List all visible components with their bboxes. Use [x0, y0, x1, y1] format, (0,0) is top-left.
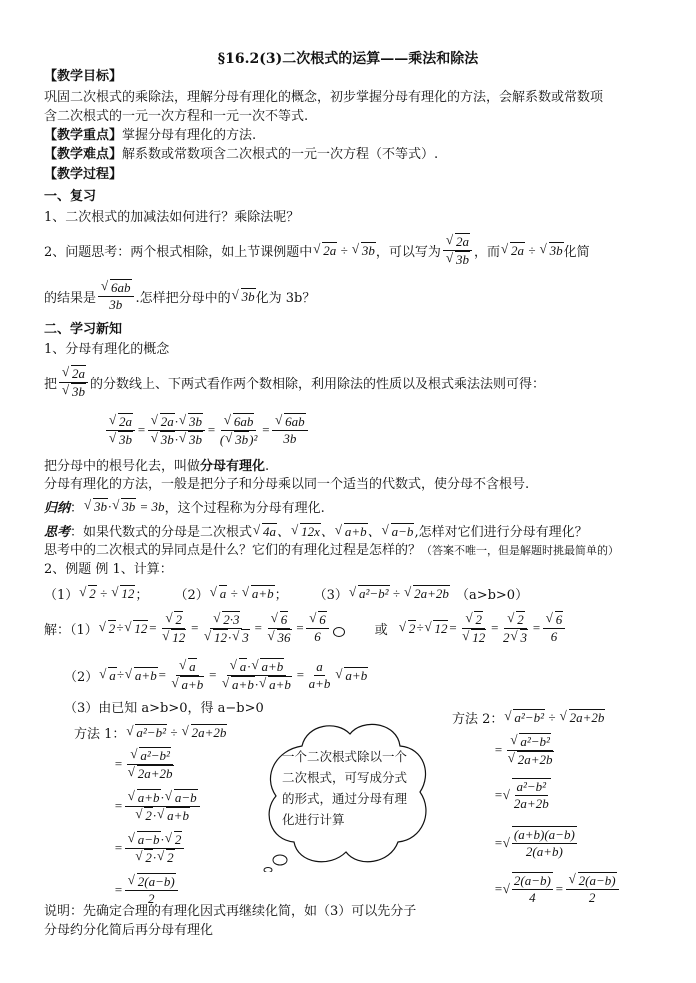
objectives-line1: 巩固二次根式的乘除法，理解分母有理化的概念，初步掌握分母有理化的方法，会解系数或常数项: [44, 90, 604, 105]
cloud-callout-text: 一个二次根式除以一个二次根式，可写成分式的形式，通过分母有理化进行计算: [282, 749, 408, 827]
note-line2: 分母约分化简后再分母有理化: [44, 923, 214, 938]
key-label: 【教学重点】: [44, 128, 123, 143]
method1-step3: = √ a−b·√ 2 √ 2·√ 2: [114, 828, 186, 868]
intro-line: 把 √ 2a √ 3b 的分数线上、下两式看作两个数相除，利用除法的性质以及根式乘法法则可得：: [44, 362, 545, 402]
concept-line: 把分母中的根号化去，叫做分母有理化.: [44, 459, 270, 474]
page-title: §16.2(3)二次根式的运算——乘法和除法: [217, 51, 479, 67]
process-heading: 【教学过程】: [44, 167, 123, 182]
solution-2: （2） √ a ÷ √ a+b = √ a √ a+b = √ a·√ a+b √ a+b·√ a+b = a a+b √ a+b: [64, 654, 368, 696]
review-heading: 一、复习: [44, 189, 97, 204]
review-q1: 1、二次根式的加减法如何进行？乘除法呢？: [44, 210, 300, 225]
sub-heading-1: 1、分母有理化的概念: [44, 342, 170, 357]
note-line1: 说明：先确定合理的有理化因式再继续化简，如（3）可以先分子: [44, 904, 417, 919]
objectives-heading: 【教学目标】: [44, 69, 123, 84]
difficulty-point: [44, 146, 438, 163]
difficulty-text: 解系数或常数项含二次根式的一元一次方程（不等式）.: [122, 147, 439, 162]
difficulty-label: 【教学难点】: [44, 147, 123, 162]
example-problems: （1） √ 2 ÷ √ 12 ； （2） √ a ÷ √ a+b ； （3） √ a²−b² ÷ √ 2a+2b （a>b>0）: [44, 582, 528, 604]
method2-step4: = √ 2(a−b) 4 = √ 2(a−b) 2: [494, 868, 621, 910]
method1-step4: = √ 2(a−b) 2: [114, 870, 180, 910]
think-line2: 思考中的二次根式的异同点是什么？它们的有理化过程是怎样的？（答案不唯一，但是解题时挑最简单的）: [44, 543, 620, 558]
think-line: 思考 ： 如果代数式的分母是二次根式 √ 4a、√ 12x、√ a+b、√ a−b ,怎样对它们进行分母有理化？: [44, 520, 588, 540]
objectives-line2: 含二次根式的一元一次方程和一元一次不等式.: [44, 109, 309, 124]
example-heading: 2、例题 例 1、计算：: [44, 562, 173, 577]
solution-1: 解：（1） √ 2 ÷ √ 12 = √ 2 √ 12 = √ 2·3 √ 12·√ 3 = √ 6 √ 36 = √ 6 6 或 √ 2 ÷ √ 12 = √ 2 √ 12 = √ 2 2√ 3 = √ 6 6: [44, 608, 567, 648]
summary-line: 归纳 ： √ 3b·√ 3b = 3b ，这个过程称为分母有理化.: [44, 496, 325, 516]
solution-3-line: （3）由已知 a>b>0，得 a−b>0: [64, 701, 264, 716]
method1-step2: = √ a+b·√ a−b √ 2·√ a+b: [114, 786, 202, 826]
method1-head: 方法 1： √ a²−b² ÷ √ 2a+2b: [74, 721, 227, 743]
rationalize-derivation: √ 2a √ 3b = √ 2a·√ 3b √ 3b·√ 3b = √ 6ab (√ 3b)² = √ 6ab 3b: [104, 410, 310, 450]
method2-step1: = √ a²−b² √ 2a+2b: [494, 730, 558, 770]
method-line: 分母有理化的方法，一般是把分子和分母乘以同一个适当的代数式，使分母不含根号.: [44, 477, 530, 492]
review-q2: 2、问题思考：两个根式相除，如上节课例题中 √ 2a ÷ √ 3b ，可以写为 √ 2a √ 3b ，而 √ 2a ÷ √ 3b 化简: [44, 230, 590, 270]
method2-step2: = √ a²−b² 2a+2b: [494, 779, 549, 811]
method2-step3: = √ (a+b)(a−b) 2(a+b): [494, 827, 575, 859]
method1-step1: = √ a²−b² √ 2a+2b: [114, 744, 178, 784]
new-heading: 二、学习新知: [44, 322, 123, 337]
key-text: 掌握分母有理化的方法.: [122, 128, 257, 143]
method2-head: 方法 2： √ a²−b² ÷ √ 2a+2b: [452, 706, 605, 728]
review-q2-result: 的结果是 √ 6ab 3b .怎样把分母中的 √ 3b 化为 3b？: [44, 276, 315, 316]
key-point: [44, 127, 256, 144]
